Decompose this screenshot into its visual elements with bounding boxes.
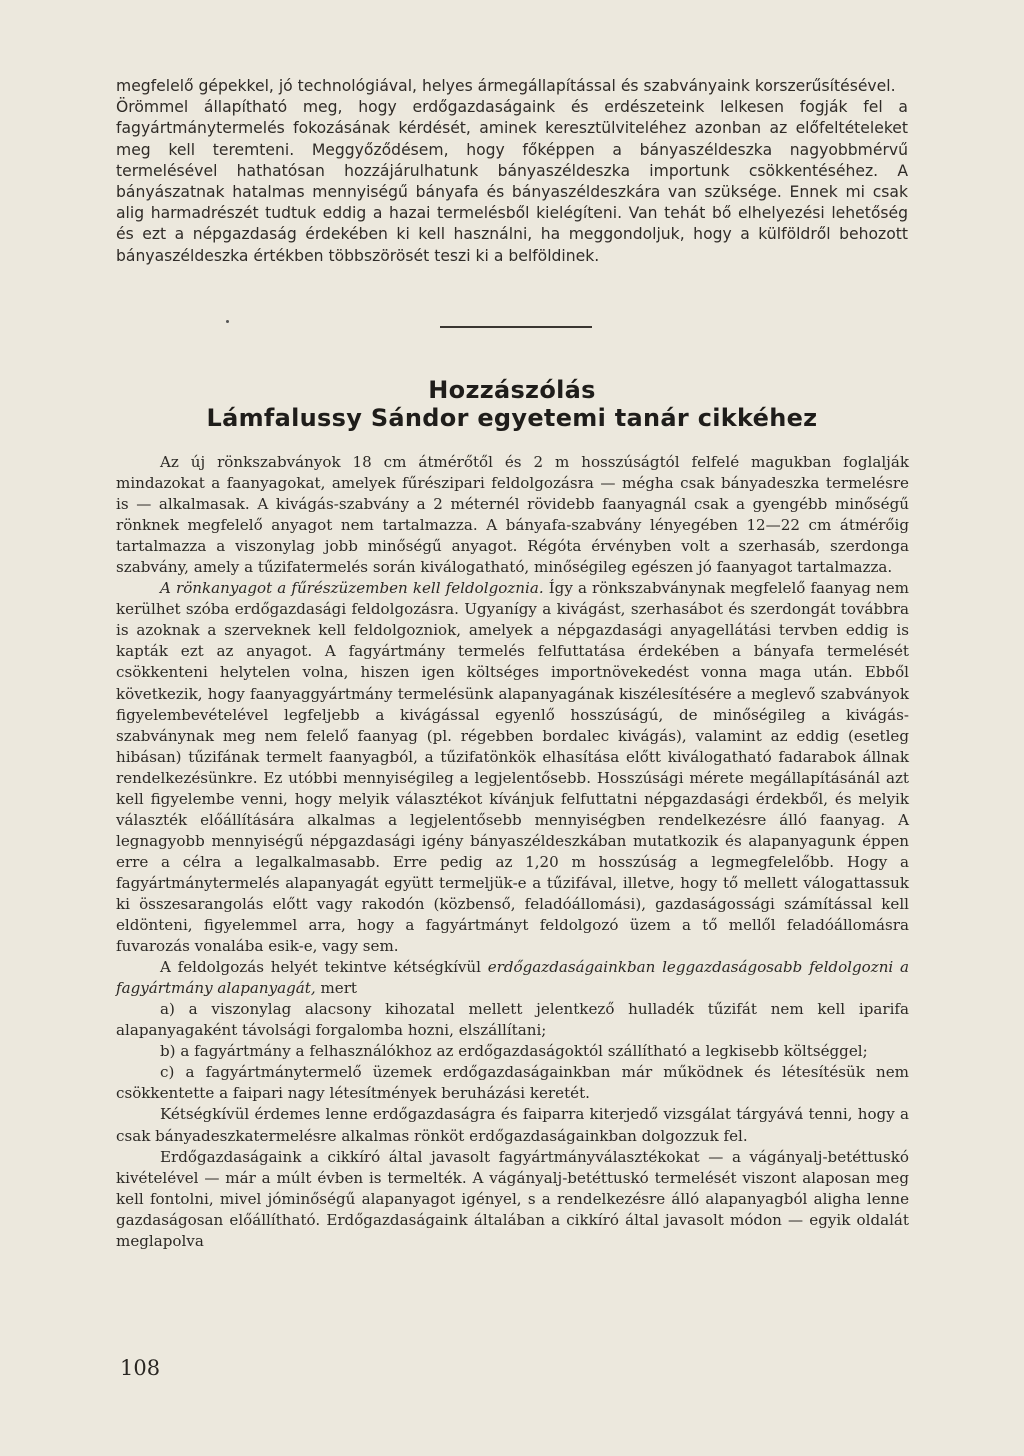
paragraph: Az új rönkszabványok 18 cm átmérőtől és 2 m hosszúságtól felfelé magukban foglalják mindazokat a faanyagokat, amelyek fűrészipari feldolgozásra — mégha csak bányadeszka termelésre is — alkalmasak. A kivágás-szabvány a 2 méternél rövidebb faanyagnál csak a gyengébb minőségű rönknek megfelelő anyagot nem tartalmazza. A bányafa-szabvány lényegében 12—22 cm átmérőig tartalmazza a viszonylag jobb minőségű anyagot. Régóta érvényben volt a szerhasáb, szerdonga szabvány, amely a tűzifatermelés során kiválogatható, minőségileg egészen jó faanyagot tartalmazza. bbox=[116, 453, 909, 577]
emphasis-text: erdőgazdaságainkban leggazdaságosabb feldolgozni a fagyártmány alapanyagát, bbox=[116, 958, 909, 998]
list-item-b: b) a fagyártmány a felhasználókhoz az erdőgazdaságoktól szállítható a legkisebb költséggel; bbox=[160, 1042, 868, 1061]
paragraph: Erdőgazdaságaink a cikkíró által javasolt fagyártmányválasztékokat — a vágányalj-betéttuskó kivételével — már a múlt évben is termelték. A vágányalj-betéttuskó termelését viszont alaposan meg kell fontolni, mivel jóminőségű alapanyagot igényel, s a rendelkezésre álló alapanyagból aligha lenne gazdaságosan előállítható. Erdőgazdaságaink általában a cikkíró által javasolt módon — egyik oldalát meglapolva bbox=[116, 1147, 909, 1250]
paragraph: Örömmel állapítható meg, hogy erdőgazdaságaink és erdészeteink lelkesen fogják fel a fagyártmánytermelés fokozásának kérdését, aminek keresztülviteléhez azonban az előfeltételeket meg kell teremteni. Meggyőződésem, hogy főképpen a bányaszéldeszka nagyobbmérvű termelésével hathatósan hozzájárulhatunk bányaszéldeszka importunk csökkentéséhez. A bányászatnak hatalmas mennyiségű bányafa és bányaszéldeszkára van szüksége. Ennek mi csak alig harmadrészét tudtuk eddig a hazai termelésből kielégíteni. Van tehát bő elhelyezési lehetőség és ezt a népgazdaság érdekében ki kell használni, ha meggondoljuk, hogy a külföldről behozott bányaszéldeszka értékben többszörösét teszi ki a belföldinek. bbox=[116, 98, 908, 265]
paragraph-text: A feldolgozás helyét tekintve kétségkívül bbox=[160, 958, 488, 977]
section-divider bbox=[440, 326, 592, 328]
paragraph: megfelelő gépekkel, jó technológiával, helyes ármegállapítással és szabványaink korszerűsítésével. bbox=[116, 77, 896, 95]
paragraph-text: Így a rönkszabványnak megfelelő faanyag nem kerülhet szóba erdőgazdasági feldolgozásra. Ugyanígy a kivágást, szerhasábot és szerdongát továbbra is azoknak a szerveknek kell feldolgozniok, amelyek a népgazdasági anyagellátási tervben eddig is kapták ezt az anyagot. A fagyártmány termelés felfuttatása érdekében a bányafa termelését csökkenteni helytelen volna, hiszen igen költséges importnövekedést vonna maga után. Ebből következik, hogy faanyaggyártmány termelésünk alapanyagának kiszélesítésére a meglevő szabványok figyelembevételével legfeljebb a kivágással egyenlő hosszúságú, de minőségileg a kivágás-szabványnak meg nem felelő faanyag (pl. régebben bordalec kivágás), valamint az eddig (esetleg hibásan) tűzifának termelt faanyagból, a tűzifatönkök elhasítása előtt kiválogatható fadarabok állnak rendelkezésünkre. Ez utóbbi mennyiségileg a legjelentősebb. Hosszúsági mérete megállapításánál azt kell figyelembe venni, hogy melyik választékot kívánjuk felfuttatni népgazdasági érdekből, és melyik választék előállítására alkalmas a legjelentősebb mennyiségben rendelkezésre álló faanyag. A legnagyobb mennyiségű népgazdasági igény bányaszéldeszkában mutatkozik és alapanyagunk éppen erre a célra a legalkalmasabb. Erre pedig az 1,20 m hosszúság a legmegfelelőbb. Hogy a fagyártmánytermelés alapanyagát együtt termeljük-e a tűzifával, illetve, hogy tő mellett válogattassuk ki összesarangolás előtt vagy rakodón (közbenső, feladóállomási), gazdaságossági számítással kell eldönteni, figyelemmel arra, hogy a fagyártmányt feldolgozó üzem a tő mellől feladóállomásra fuvarozás vonalába esik-e, vagy sem. bbox=[116, 579, 909, 956]
article-title: Hozzászólás bbox=[428, 376, 596, 404]
article-subtitle: Lámfalussy Sándor egyetemi tanár cikkéhez bbox=[206, 404, 818, 432]
article-body bbox=[116, 452, 909, 1252]
paragraph bbox=[116, 578, 909, 957]
paragraph: Kétségkívül érdemes lenne erdőgazdaságra és faiparra kiterjedő vizsgálat tárgyává tenni, hogy a csak bányadeszkatermelésre alkalmas rönköt erdőgazdaságainkban dolgozzuk fel. bbox=[116, 1105, 909, 1145]
emphasis-text: A rönkanyagot a fűrészüzemben kell feldolgoznia. bbox=[160, 579, 544, 598]
paragraph-text: mert bbox=[315, 979, 357, 998]
preceding-article-text bbox=[116, 76, 908, 267]
speck-mark bbox=[226, 320, 229, 323]
list-item-c: c) a fagyártmánytermelő üzemek erdőgazdaságainkban már működnek és létesítésük nem csökkentette a faipari nagy létesítmények beruházási keretét. bbox=[116, 1063, 909, 1103]
page-number: 108 bbox=[120, 1356, 161, 1380]
list-item-a: a) a viszonylag alacsony kihozatal mellett jelentkező hulladék tűzifát nem kell iparifa alapanyagaként távolsági forgalomba hozni, elszállítani; bbox=[116, 1000, 909, 1040]
paragraph bbox=[116, 957, 909, 999]
